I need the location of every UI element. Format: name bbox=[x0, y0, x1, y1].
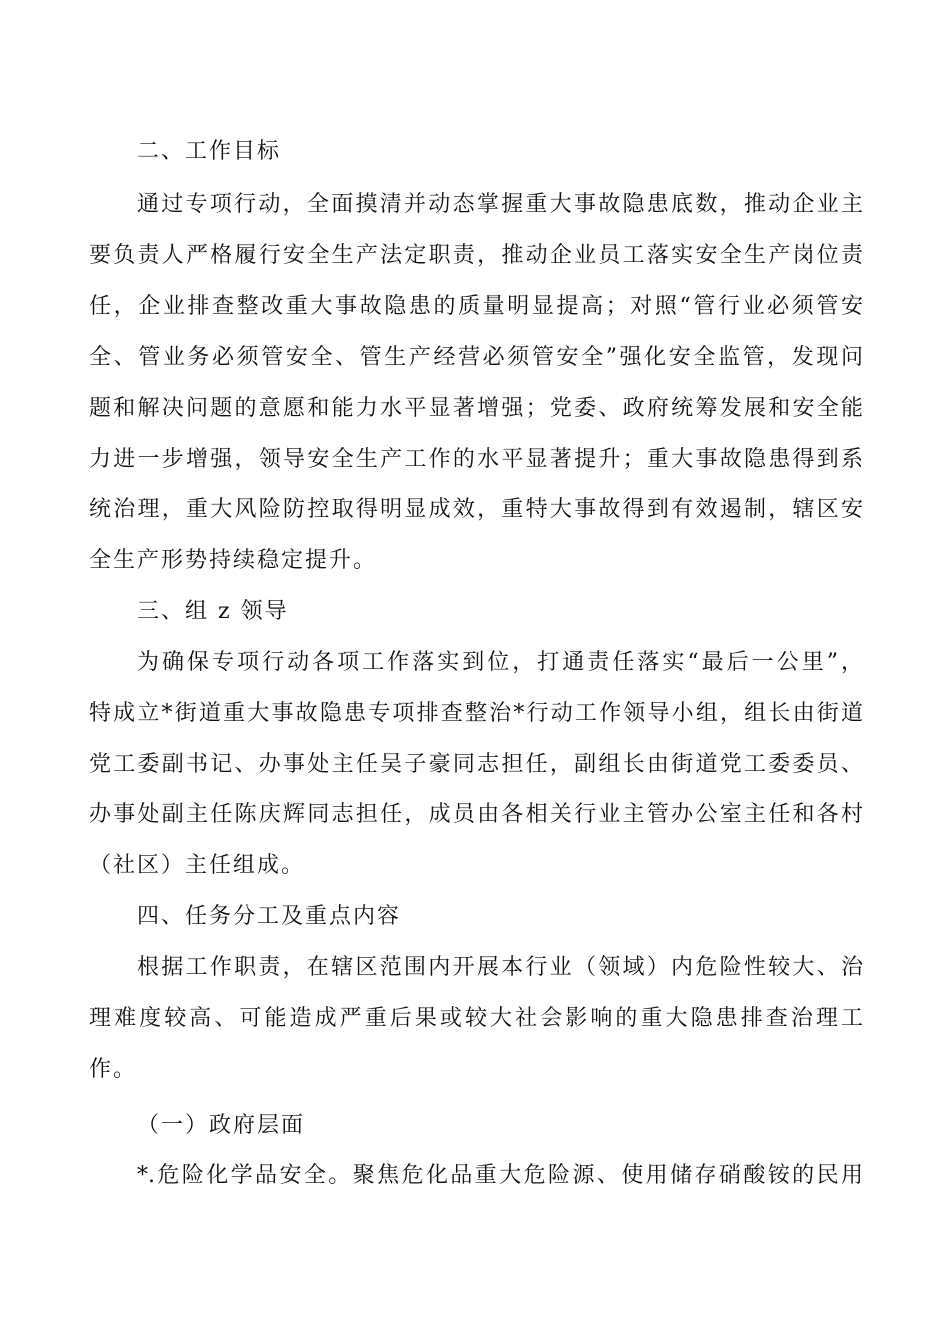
paragraph-line: 特成立*街道重大事故隐患专项排查整治*行动工作领导小组，组长由街道 bbox=[89, 701, 863, 726]
paragraph-line: *.危险化学品安全。聚焦危化品重大危险源、使用储存硝酸铵的民用 bbox=[137, 1163, 863, 1188]
section-heading-government: （一）政府层面 bbox=[137, 1113, 306, 1138]
paragraph-line: 全、管业务必须管安全、管生产经营必须管安全”强化安全监管，发现问 bbox=[89, 345, 863, 370]
paragraph-line: 题和解决问题的意愿和能力水平显著增强；党委、政府统筹发展和安全能 bbox=[89, 396, 863, 421]
paragraph-line: 力进一步增强，领导安全生产工作的水平显著提升；重大事故隐患得到系 bbox=[89, 447, 863, 472]
paragraph-line: 为确保专项行动各项工作落实到位，打通责任落实“最后一公里”， bbox=[137, 650, 863, 675]
paragraph-line: 要负责人严格履行安全生产法定职责，推动企业员工落实安全生产岗位责 bbox=[89, 243, 863, 268]
section-heading-goal: 二、工作目标 bbox=[137, 139, 282, 164]
paragraph-line: 任，企业排查整改重大事故隐患的质量明显提高；对照“管行业必须管安 bbox=[89, 294, 863, 319]
paragraph-line: 办事处副主任陈庆辉同志担任，成员由各相关行业主管办公室主任和各村 bbox=[89, 802, 863, 827]
section-heading-tasks: 四、任务分工及重点内容 bbox=[137, 904, 402, 929]
paragraph-line: 统治理，重大风险防控取得明显成效，重特大事故得到有效遏制，辖区安 bbox=[89, 497, 863, 522]
paragraph-line: 作。 bbox=[89, 1057, 138, 1082]
paragraph-line: 全生产形势持续稳定提升。 bbox=[89, 548, 378, 573]
paragraph-line: 根据工作职责，在辖区范围内开展本行业（领域）内危险性较大、治 bbox=[137, 955, 863, 980]
paragraph-line: （社区）主任组成。 bbox=[89, 853, 306, 878]
section-heading-leadership: 三、组 z 领导 bbox=[137, 599, 289, 624]
paragraph-line: 党工委副书记、办事处主任吴子豪同志担任，副组长由街道党工委委员、 bbox=[89, 752, 863, 777]
paragraph-line: 通过专项行动，全面摸清并动态掌握重大事故隐患底数，推动企业主 bbox=[137, 192, 863, 217]
paragraph-line: 理难度较高、可能造成严重后果或较大社会影响的重大隐患排查治理工 bbox=[89, 1006, 863, 1031]
